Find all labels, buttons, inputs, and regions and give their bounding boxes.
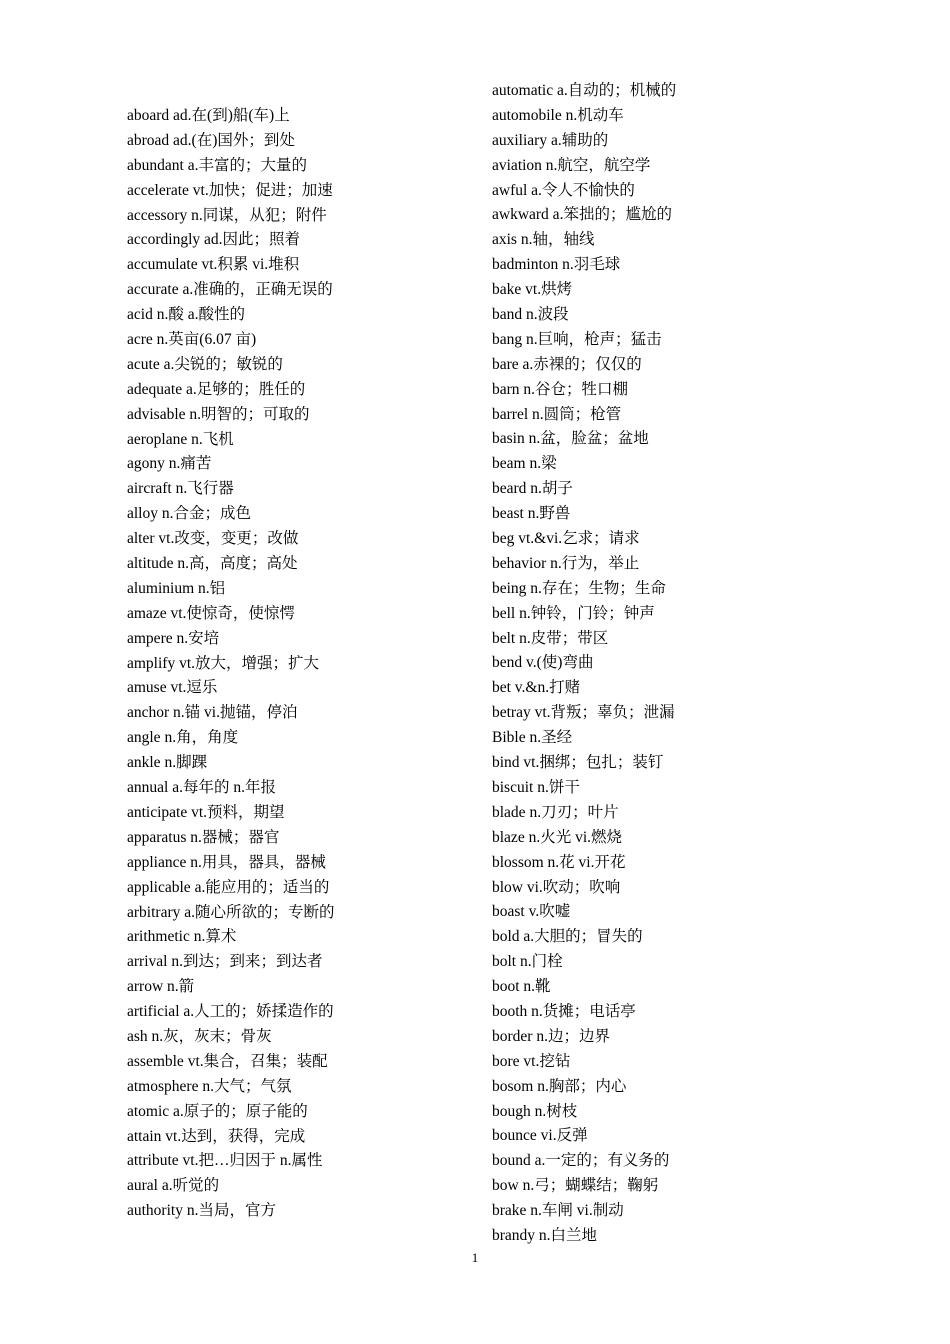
vocabulary-entry: alloy n.合金；成色 <box>127 505 251 523</box>
vocabulary-column-right <box>492 79 676 1249</box>
vocabulary-column-left <box>127 104 335 1224</box>
vocabulary-entry: adequate a.足够的；胜任的 <box>127 380 306 398</box>
vocabulary-entry: bell n.钟铃，门铃；钟声 <box>492 604 655 622</box>
vocabulary-entry: aviation n.航空，航空学 <box>492 156 651 174</box>
vocabulary-entry: border n.边；边界 <box>492 1027 610 1045</box>
vocabulary-entry: belt n.皮带；带区 <box>492 629 609 647</box>
vocabulary-entry: ankle n.脚踝 <box>127 754 208 772</box>
vocabulary-entry: automobile n.机动车 <box>492 106 624 124</box>
vocabulary-entry: agony n.痛苦 <box>127 455 212 473</box>
vocabulary-entry: accurate a.准确的，正确无误的 <box>127 281 333 299</box>
vocabulary-entry: acre n.英亩(6.07 亩) <box>127 331 257 349</box>
vocabulary-entry: accordingly ad.因此；照着 <box>127 231 301 249</box>
vocabulary-entry: blossom n.花 vi.开花 <box>492 853 626 871</box>
vocabulary-entry: bold a.大胆的；冒失的 <box>492 928 643 946</box>
vocabulary-entry: behavior n.行为，举止 <box>492 554 640 572</box>
vocabulary-entry: amaze vt.使惊奇，使惊愕 <box>127 604 295 622</box>
vocabulary-entry: barn n.谷仓；牲口棚 <box>492 380 629 398</box>
vocabulary-entry: bind vt.捆绑；包扎；装钉 <box>492 754 664 772</box>
vocabulary-entry: altitude n.高，高度；高处 <box>127 555 298 573</box>
vocabulary-entry: Bible n.圣经 <box>492 729 573 747</box>
vocabulary-entry: alter vt.改变，变更；改做 <box>127 530 299 548</box>
vocabulary-entry: atomic a.原子的；原子能的 <box>127 1102 308 1120</box>
vocabulary-entry: ash n.灰，灰末；骨灰 <box>127 1027 272 1045</box>
vocabulary-entry: accelerate vt.加快；促进；加速 <box>127 181 333 199</box>
vocabulary-entry: artificial a.人工的；娇揉造作的 <box>127 1003 334 1021</box>
vocabulary-entry: arbitrary a.随心所欲的；专断的 <box>127 903 335 921</box>
vocabulary-entry: ampere n.安培 <box>127 629 220 647</box>
vocabulary-entry: booth n.货摊；电话亭 <box>492 1002 636 1020</box>
vocabulary-entry: being n.存在；生物；生命 <box>492 579 666 597</box>
vocabulary-entry: biscuit n.饼干 <box>492 778 580 796</box>
vocabulary-entry: awkward a.笨拙的；尴尬的 <box>492 206 672 224</box>
vocabulary-entry: bough n.树枝 <box>492 1102 578 1120</box>
vocabulary-entry: amuse vt.逗乐 <box>127 679 218 697</box>
vocabulary-entry: atmosphere n.大气；气氛 <box>127 1077 292 1095</box>
vocabulary-entry: axis n.轴，轴线 <box>492 231 595 249</box>
vocabulary-entry: bosom n.胸部；内心 <box>492 1077 627 1095</box>
vocabulary-entry: automatic a.自动的；机械的 <box>492 82 677 99</box>
vocabulary-entry: bend v.(使)弯曲 <box>492 654 594 672</box>
vocabulary-entry: brake n.车闸 vi.制动 <box>492 1202 624 1220</box>
vocabulary-entry: badminton n.羽毛球 <box>492 256 621 274</box>
vocabulary-entry: acid n.酸 a.酸性的 <box>127 306 245 324</box>
vocabulary-entry: aluminium n.铝 <box>127 579 226 597</box>
vocabulary-entry: authority n.当局，官方 <box>127 1202 276 1220</box>
vocabulary-entry: bore vt.挖钻 <box>492 1052 571 1070</box>
vocabulary-entry: bake vt.烘烤 <box>492 281 573 299</box>
vocabulary-entry: blow vi.吹动；吹响 <box>492 878 621 896</box>
vocabulary-entry: awful a.令人不愉快的 <box>492 181 635 199</box>
vocabulary-entry: abroad ad.(在)国外；到处 <box>127 131 295 149</box>
vocabulary-entry: bare a.赤裸的；仅仅的 <box>492 355 642 373</box>
vocabulary-entry: blaze n.火光 vi.燃烧 <box>492 828 623 846</box>
vocabulary-entry: aboard ad.在(到)船(车)上 <box>127 107 290 124</box>
vocabulary-entry: abundant a.丰富的；大量的 <box>127 156 307 174</box>
vocabulary-entry: barrel n.圆筒；枪管 <box>492 405 622 423</box>
vocabulary-entry: accumulate vt.积累 vi.堆积 <box>127 256 300 274</box>
page-number: 1 <box>471 1250 479 1265</box>
vocabulary-entry: acute a.尖锐的；敏锐的 <box>127 355 283 373</box>
vocabulary-entry: applicable a.能应用的；适当的 <box>127 878 330 896</box>
vocabulary-entry: beast n.野兽 <box>492 505 571 523</box>
vocabulary-entry: beam n.梁 <box>492 455 557 473</box>
vocabulary-entry: beard n.胡子 <box>492 480 573 498</box>
vocabulary-entry: bound a.一定的；有义务的 <box>492 1152 670 1170</box>
vocabulary-entry: attain vt.达到，获得，完成 <box>127 1127 306 1145</box>
vocabulary-entry: anticipate vt.预料，期望 <box>127 803 285 821</box>
vocabulary-entry: attribute vt.把…归因于 n.属性 <box>127 1152 323 1170</box>
vocabulary-entry: assemble vt.集合，召集；装配 <box>127 1052 328 1070</box>
vocabulary-entry: bow n.弓；蝴蝶结；鞠躬 <box>492 1177 659 1195</box>
vocabulary-entry: anchor n.锚 vi.抛锚，停泊 <box>127 704 298 722</box>
vocabulary-entry: appliance n.用具，器具，器械 <box>127 853 326 871</box>
vocabulary-entry: aural a.听觉的 <box>127 1177 220 1195</box>
vocabulary-entry: band n.波段 <box>492 306 569 324</box>
vocabulary-entry: aeroplane n.飞机 <box>127 430 234 448</box>
vocabulary-entry: bounce vi.反弹 <box>492 1127 588 1145</box>
vocabulary-entry: arithmetic n.算术 <box>127 928 237 946</box>
vocabulary-entry: bang n.巨响，枪声；猛击 <box>492 330 662 348</box>
vocabulary-entry: boot n.靴 <box>492 978 551 996</box>
vocabulary-entry: bolt n.门栓 <box>492 953 563 971</box>
vocabulary-entry: auxiliary a.辅助的 <box>492 131 609 149</box>
vocabulary-entry: aircraft n.飞行器 <box>127 480 234 498</box>
vocabulary-entry: advisable n.明智的；可取的 <box>127 405 310 423</box>
vocabulary-entry: brandy n.白兰地 <box>492 1226 598 1244</box>
vocabulary-entry: basin n.盆，脸盆；盆地 <box>492 430 649 448</box>
vocabulary-entry: arrival n.到达；到来；到达者 <box>127 953 323 971</box>
vocabulary-entry: blade n.刀刃；叶片 <box>492 803 619 821</box>
vocabulary-entry: betray vt.背叛；辜负；泄漏 <box>492 704 675 722</box>
vocabulary-entry: angle n.角，角度 <box>127 729 239 747</box>
vocabulary-entry: bet v.&n.打赌 <box>492 679 581 697</box>
vocabulary-entry: beg vt.&vi.乞求；请求 <box>492 530 640 548</box>
vocabulary-entry: accessory n.同谋，从犯；附件 <box>127 206 327 224</box>
vocabulary-entry: arrow n.箭 <box>127 978 195 996</box>
vocabulary-entry: amplify vt.放大，增强；扩大 <box>127 654 320 672</box>
vocabulary-entry: annual a.每年的 n.年报 <box>127 779 276 797</box>
vocabulary-entry: boast v.吹嘘 <box>492 903 571 921</box>
vocabulary-entry: apparatus n.器械；器官 <box>127 828 280 846</box>
